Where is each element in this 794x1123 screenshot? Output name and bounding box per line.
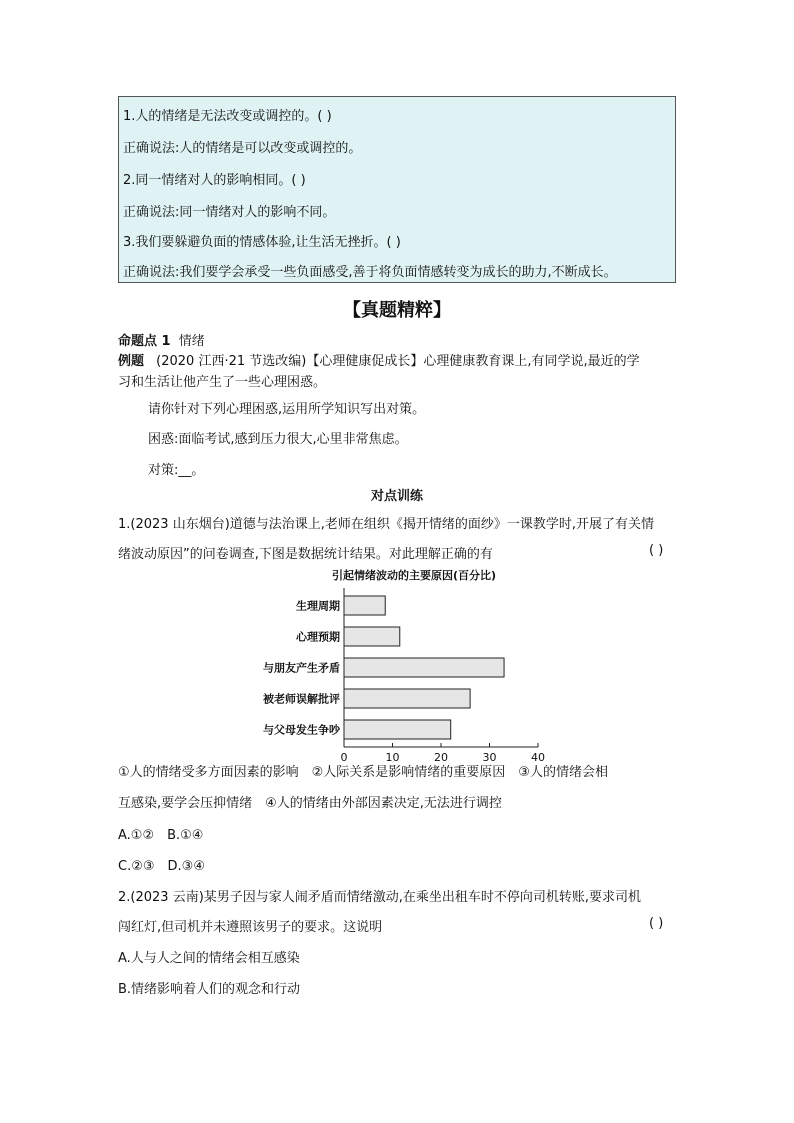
bar-0	[344, 596, 385, 615]
category-label-1: 心理预期	[296, 630, 340, 644]
topic-name: 情绪	[178, 334, 205, 349]
category-label-2: 与朋友产生矛盾	[263, 661, 340, 675]
bar-2	[344, 658, 504, 677]
x-tick-label-3: 30	[482, 751, 497, 764]
q1-line-1: 1.(2023 山东烟台)道德与法治课上,老师在组织《揭开情绪的面纱》一课教学时,开展了有关情	[118, 517, 655, 532]
bar-3	[344, 689, 470, 708]
x-tick-label-2: 20	[434, 751, 448, 764]
review-question-3: 3.我们要躲避负面的情感体验,让生活无挫折。( )	[123, 235, 401, 250]
practice-title: 对点训练	[370, 489, 423, 504]
q2-line-2: 闯红灯,但司机并未遵照该男子的要求。这说明	[118, 920, 383, 935]
review-correction-3: 正确说法:我们要学会承受一些负面感受,善于将负面情感转变为成长的助力,不断成长。	[123, 265, 617, 280]
q1-line-2: 绪波动原因”的问卷调查,下图是数据统计结果。对此理解正确的有	[118, 547, 493, 562]
chart-title: 引起情绪波动的主要原因(百分比)	[331, 569, 497, 582]
category-label-4: 与父母发生争吵	[263, 723, 340, 737]
q1-choices-ab: A.①② B.①④	[118, 828, 204, 843]
review-correction-2: 正确说法:同一情绪对人的影响不同。	[123, 205, 336, 220]
topic-label: 命题点 1	[118, 334, 171, 349]
example-problem: 困惑:面临考试,感到压力很大,心里非常焦虑。	[148, 432, 408, 447]
q2-option-b: B.情绪影响着人们的观念和行动	[118, 982, 301, 997]
example-line-1	[118, 350, 640, 369]
bar-1	[344, 627, 400, 646]
example-answer: 对策:__。	[148, 463, 205, 478]
example-label: 例题	[118, 354, 145, 369]
q2-line-1: 2.(2023 云南)某男子因与家人闹矛盾而情绪激动,在乘坐出租车时不停向司机转账,要求司机	[118, 890, 642, 905]
x-tick-label-1: 10	[385, 751, 400, 764]
example-line-2: 习和生活让他产生了一些心理困惑。	[118, 375, 327, 390]
review-question-1: 1.人的情绪是无法改变或调控的。( )	[123, 109, 332, 124]
x-tick-label-0: 0	[340, 751, 348, 764]
review-question-2: 2.同一情绪对人的影响相同。( )	[123, 173, 306, 188]
q2-answer-paren: ( )	[649, 916, 664, 931]
example-text-1: (2020 江西·21 节选改编)【心理健康促成长】心理健康教育课上,有同学说,最近的学	[156, 354, 640, 369]
topic-heading	[118, 330, 205, 349]
section-title: 【真题精粹】	[343, 300, 451, 321]
example-prompt: 请你针对下列心理困惑,运用所学知识写出对策。	[148, 402, 426, 417]
bar-4	[344, 720, 451, 739]
review-correction-1: 正确说法:人的情绪是可以改变或调控的。	[123, 141, 362, 156]
q1-statements-2: 互感染,要学会压抑情绪 ④人的情绪由外部因素决定,无法进行调控	[118, 796, 502, 811]
q1-choices-cd: C.②③ D.③④	[118, 859, 205, 874]
q2-option-a: A.人与人之间的情绪会相互感染	[118, 951, 300, 966]
q1-statements-1: ①人的情绪受多方面因素的影响 ②人际关系是影响情绪的重要原因 ③人的情绪会相	[118, 765, 608, 780]
x-tick-label-4: 40	[531, 751, 545, 764]
category-label-3: 被老师误解批评	[263, 692, 340, 706]
bar-chart	[240, 562, 560, 764]
category-label-0: 生理周期	[296, 599, 340, 613]
review-box	[118, 96, 676, 283]
q1-answer-paren: ( )	[649, 543, 664, 558]
